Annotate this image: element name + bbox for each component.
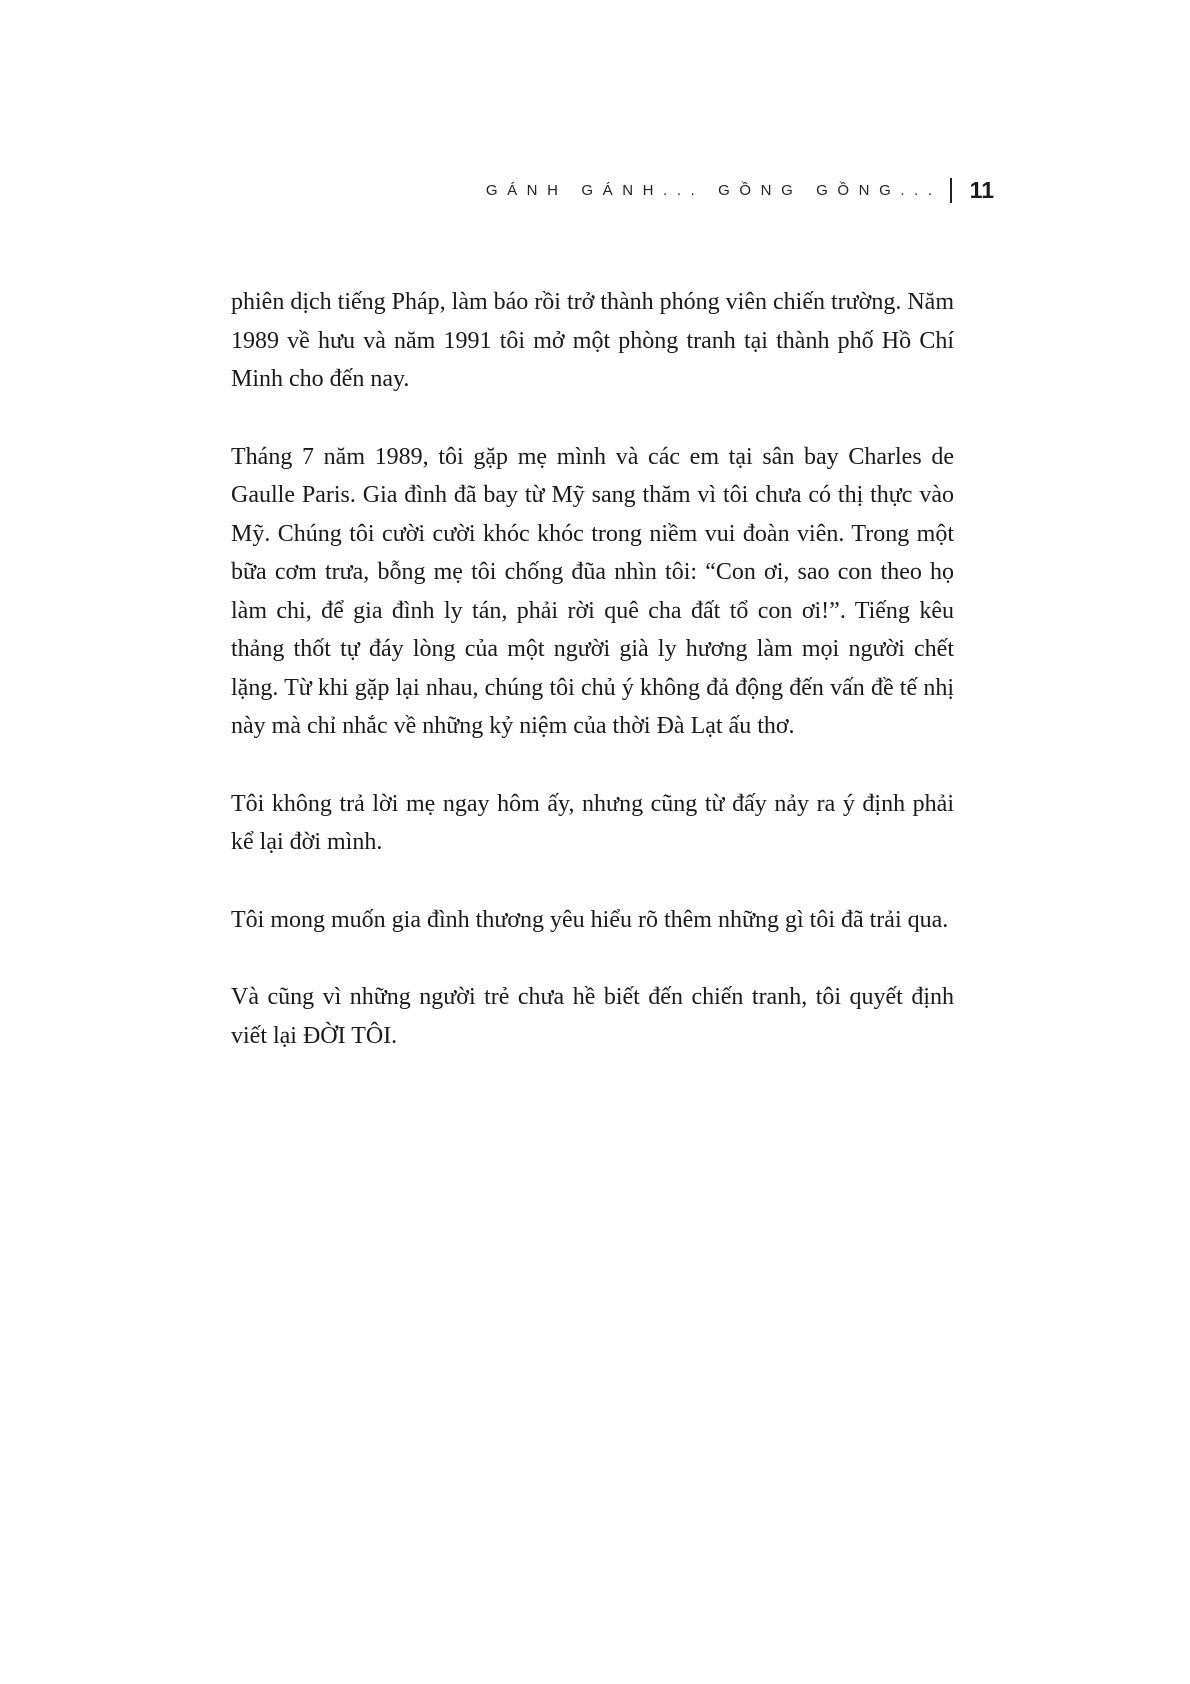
page-number: 11 <box>969 176 994 203</box>
running-header-title: GÁNH GÁNH... GỒNG GỒNG... <box>485 181 942 199</box>
paragraph: phiên dịch tiếng Pháp, làm báo rồi trở thành phóng viên chiến trường. Năm 1989 về hưu và năm 1991 tôi mở một phòng tranh tại thành phố Hồ Chí Minh cho đến nay. <box>231 289 954 392</box>
paragraph: Và cũng vì những người trẻ chưa hề biết đến chiến tranh, tôi quyết định viết lại ĐỜI TÔI. <box>231 984 954 1049</box>
header-divider <box>950 178 952 203</box>
body-text <box>231 283 954 1094</box>
paragraph: Tôi mong muốn gia đình thương yêu hiểu rõ thêm những gì tôi đã trải qua. <box>231 906 949 933</box>
paragraph: Tháng 7 năm 1989, tôi gặp mẹ mình và các em tại sân bay Charles de Gaulle Paris. Gia đình đã bay từ Mỹ sang thăm vì tôi chưa có thị thực vào Mỹ. Chúng tôi cười cười khóc khóc trong niềm vui đoàn viên. Trong một bữa cơm trưa, bỗng mẹ tôi chống đũa nhìn tôi: “Con ơi, sao con theo họ làm chi, để gia đình ly tán, phải rời quê cha đất tổ con ơi!”. Tiếng kêu thảng thốt tự đáy lòng của một người già ly hương làm mọi người chết lặng. Từ khi gặp lại nhau, chúng tôi chủ ý không đả động đến vấn đề tế nhị này mà chỉ nhắc về những kỷ niệm của thời Đà Lạt ấu thơ. <box>231 443 954 739</box>
running-header <box>486 170 994 210</box>
paragraph: Tôi không trả lời mẹ ngay hôm ấy, nhưng cũng từ đấy nảy ra ý định phải kể lại đời mình. <box>231 790 954 855</box>
